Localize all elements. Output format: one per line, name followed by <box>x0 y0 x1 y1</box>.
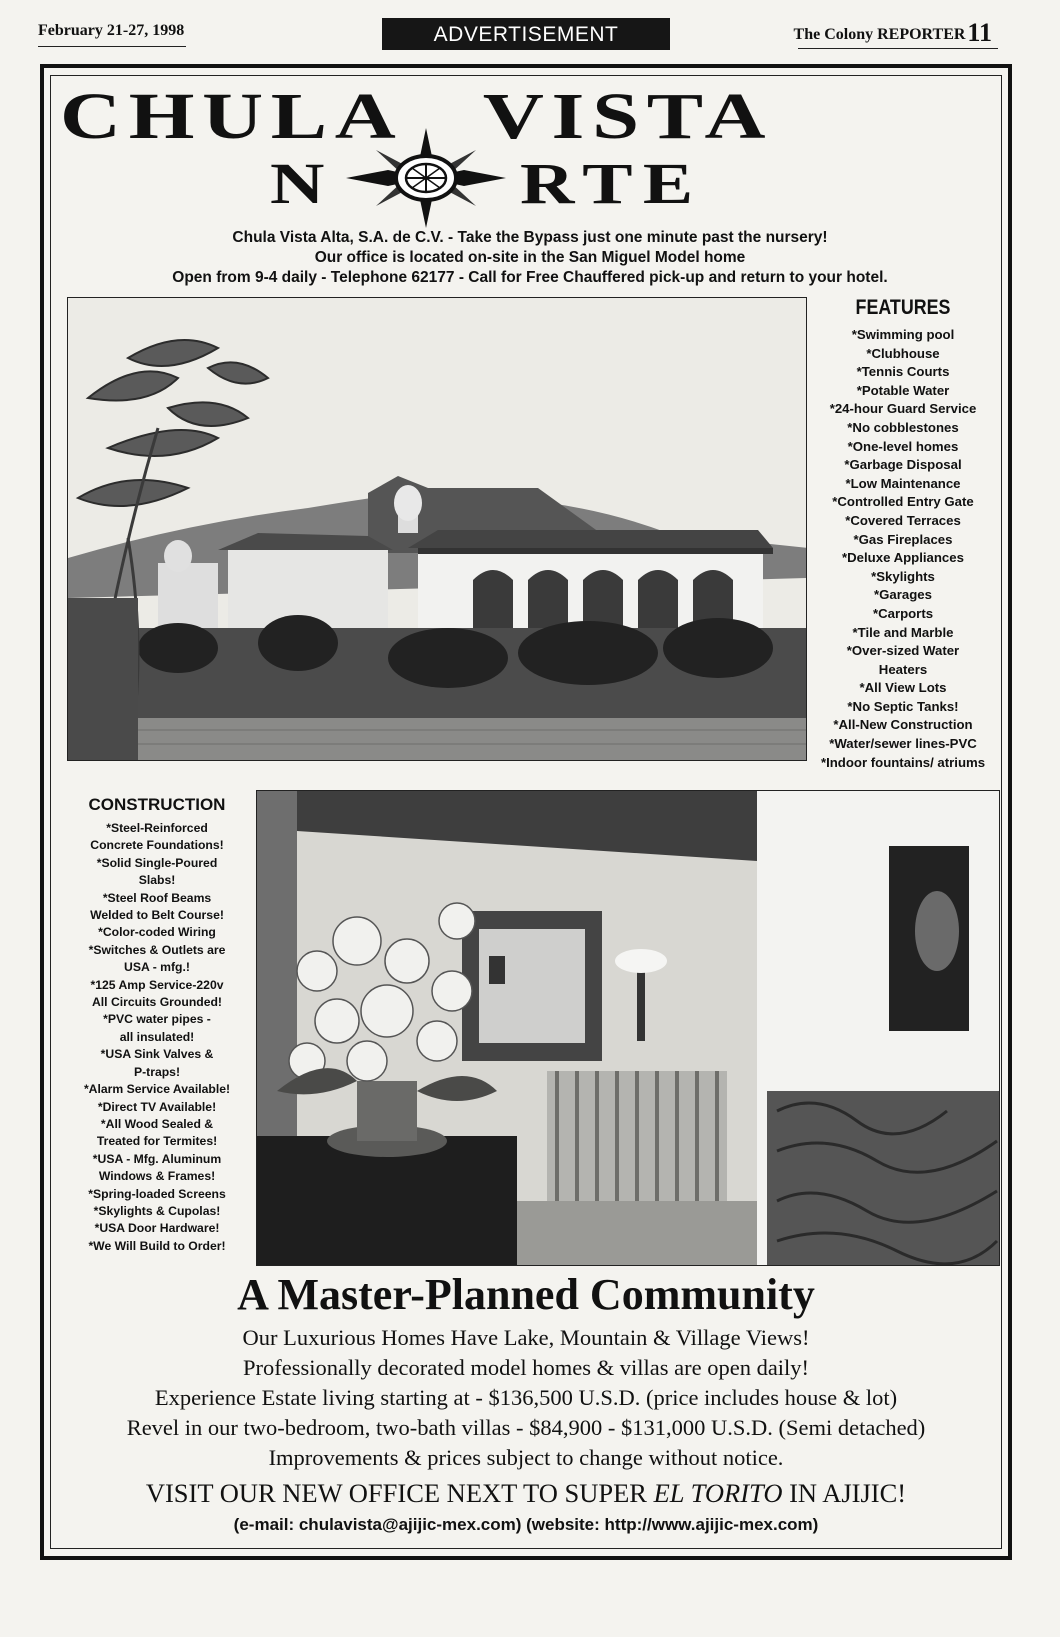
info-line-3: Open from 9-4 daily - Telephone 62177 - Call for Free Chauffered pick-up and return to your hotel. <box>172 269 888 286</box>
construction-item: *Color-coded Wiring <box>98 925 216 940</box>
logo-letter-n: N <box>270 151 325 216</box>
construction-item: *We Will Build to Order! <box>88 1238 226 1253</box>
headline: A Master-Planned Community <box>237 1270 815 1319</box>
feature-item: *Over-sized Water <box>846 643 960 659</box>
construction-item: Concrete Foundations! <box>90 838 224 853</box>
info-line-2: Our office is located on-site in the San Miguel Model home <box>314 249 746 266</box>
construction-item: USA - mfg.! <box>124 960 190 975</box>
visit-text-start: VISIT OUR NEW OFFICE NEXT TO SUPER <box>145 1478 654 1508</box>
feature-item: *24-hour Guard Service <box>829 401 977 417</box>
logo-word-chula: CHULA <box>60 80 404 153</box>
feature-item: *No Septic Tanks! <box>847 698 959 714</box>
feature-item: *Deluxe Appliances <box>842 550 964 566</box>
construction-item: *All Wood Sealed & <box>100 1116 214 1131</box>
construction-item: Welded to Belt Course! <box>90 908 224 923</box>
construction-item: *PVC water pipes - <box>103 1012 211 1027</box>
feature-item: *Water/sewer lines-PVC <box>829 736 977 752</box>
construction-item: *Solid Single-Poured <box>96 855 218 870</box>
construction-item: *Switches & Outlets are <box>88 942 226 957</box>
location-info <box>60 228 1000 288</box>
feature-item: *Garages <box>874 587 932 603</box>
construction-item: *USA Door Hardware! <box>94 1221 220 1236</box>
masthead-rule-right <box>798 48 998 49</box>
feature-item: *Covered Terraces <box>845 512 961 528</box>
construction-item: all insulated! <box>119 1029 195 1044</box>
feature-item: *Potable Water <box>856 382 950 398</box>
construction-item: Treated for Termites! <box>96 1134 218 1149</box>
masthead-rule-left <box>38 46 186 47</box>
compass-rose-icon <box>346 128 506 228</box>
feature-item: *No cobblestones <box>847 419 959 435</box>
issue-date: February 21-27, 1998 <box>38 22 185 39</box>
sales-line-disclaimer: Improvements & prices subject to change without notice. <box>268 1445 784 1470</box>
construction-item: *USA Sink Valves & <box>100 1047 214 1062</box>
office-location <box>52 1477 1000 1509</box>
construction-list <box>68 795 246 1255</box>
page-masthead <box>38 18 998 58</box>
construction-item: Windows & Frames! <box>98 1169 216 1184</box>
model-home-interior-photo <box>256 790 1000 1266</box>
logo-line-1 <box>60 82 1060 152</box>
feature-item: *All View Lots <box>859 680 947 696</box>
logo-word-vista: VISTA <box>482 80 774 153</box>
newspaper-title: The Colony REPORTER <box>793 26 966 43</box>
construction-item: Slabs! <box>138 873 176 888</box>
store-name: EL TORITO <box>653 1478 783 1508</box>
construction-title: CONSTRUCTION <box>88 795 226 814</box>
info-line-1: Chula Vista Alta, S.A. de C.V. - Take the Bypass just one minute past the nursery! <box>232 229 828 246</box>
page-number: 11 <box>967 18 992 47</box>
feature-item: *One-level homes <box>847 438 959 454</box>
construction-item: *Alarm Service Available! <box>83 1082 231 1097</box>
advertisement-banner: ADVERTISEMENT <box>382 18 670 50</box>
contact-info: (e-mail: chulavista@ajijic-mex.com) (website: http://www.ajijic-mex.com) <box>233 1515 819 1534</box>
newspaper-name <box>794 18 992 48</box>
construction-item: *Direct TV Available! <box>97 1099 217 1114</box>
feature-item: *Low Maintenance <box>845 475 961 491</box>
construction-item: All Circuits Grounded! <box>91 995 222 1010</box>
visit-text-end: IN AJIJIC! <box>782 1478 907 1508</box>
feature-item: *Swimming pool <box>851 327 955 342</box>
feature-item: *Tennis Courts <box>856 364 950 380</box>
sales-line-models: Professionally decorated model homes & villas are open daily! <box>242 1355 810 1380</box>
feature-item: *Clubhouse <box>866 345 940 361</box>
sales-copy <box>52 1323 1000 1473</box>
feature-item: *Indoor fountains/ atriums <box>820 754 986 770</box>
construction-item: *USA - Mfg. Aluminum <box>92 1151 222 1166</box>
feature-item: *All-New Construction <box>833 717 973 733</box>
feature-item: *Garbage Disposal <box>844 457 962 473</box>
construction-item: *Spring-loaded Screens <box>88 1186 226 1201</box>
construction-item: P-traps! <box>133 1064 181 1079</box>
feature-item: Heaters <box>878 661 928 677</box>
feature-item: *Tile and Marble <box>852 624 954 640</box>
features-title: FEATURES <box>855 296 951 319</box>
sales-line-estate-price: Experience Estate living starting at - $136,500 U.S.D. (price includes house & lot) <box>154 1385 898 1410</box>
feature-item: *Gas Fireplaces <box>853 531 953 547</box>
logo-letters-rte: RTE <box>520 151 704 216</box>
construction-item: *Steel Roof Beams <box>102 890 212 905</box>
feature-item: *Controlled Entry Gate <box>832 494 974 510</box>
features-list <box>806 296 1000 772</box>
construction-item: *Steel-Reinforced <box>106 821 208 835</box>
construction-item: *125 Amp Service-220v <box>90 977 224 992</box>
sales-line-views: Our Luxurious Homes Have Lake, Mountain & Village Views! <box>242 1325 810 1350</box>
construction-item: *Skylights & Cupolas! <box>93 1203 221 1218</box>
sales-line-villa-price: Revel in our two-bedroom, two-bath villas - $84,900 - $131,000 U.S.D. (Semi detached) <box>126 1415 926 1440</box>
feature-item: *Skylights <box>871 568 935 584</box>
model-home-exterior-photo <box>67 297 807 761</box>
feature-item: *Carports <box>872 605 934 621</box>
